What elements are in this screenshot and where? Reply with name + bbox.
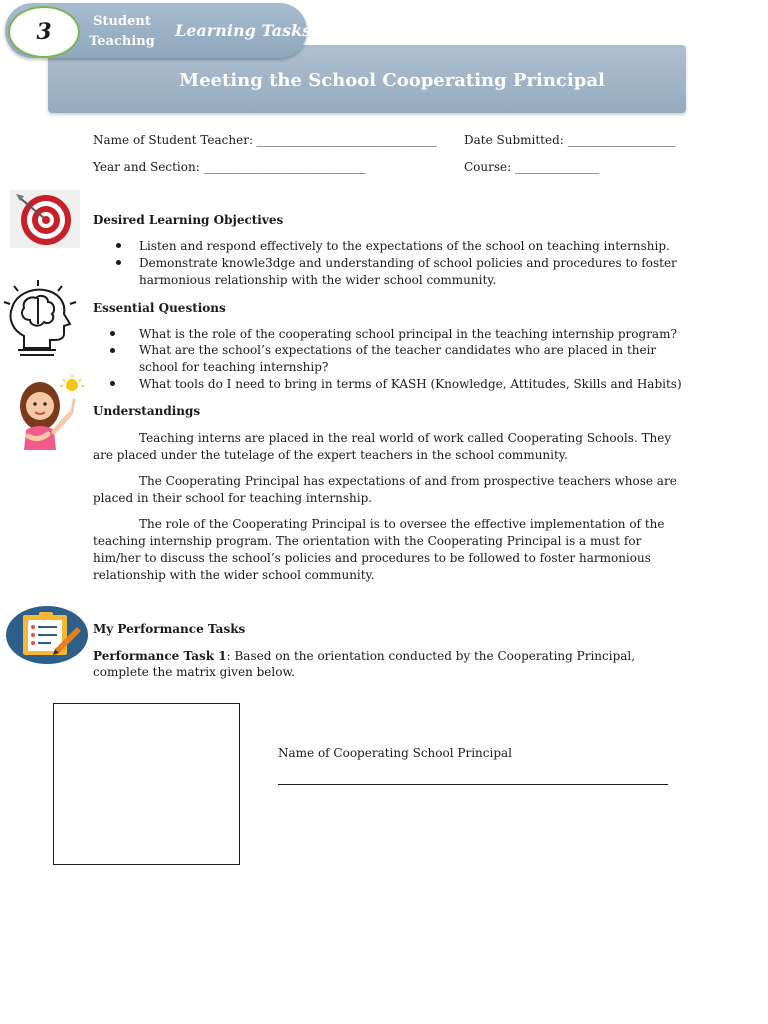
question-item: What is the role of the cooperating school principal in the teaching internship program?	[139, 327, 677, 341]
understanding-paragraph-line: teaching internship program. The orientation with the Cooperating Principal is a must for	[93, 534, 642, 548]
objective-item: Listen and respond effectively to the expectations of the school on teaching internship.	[139, 239, 670, 253]
bullet	[110, 331, 115, 336]
photo-box[interactable]	[53, 703, 240, 865]
target-icon	[10, 190, 80, 248]
principal-name-label: Name of Cooperating School Principal	[278, 746, 512, 760]
year-section-field: Year and Section: ___________________________	[93, 160, 366, 174]
course-field: Course: ______________	[464, 160, 599, 174]
bullet	[116, 260, 121, 265]
understanding-paragraph-line: are placed under the tutelage of the expert teachers in the school community.	[93, 448, 568, 462]
objectives-heading: Desired Learning Objectives	[93, 213, 284, 227]
objective-item: Demonstrate knowle3dge and understanding of school policies and procedures to foster	[139, 256, 677, 270]
page-title: Meeting the School Cooperating Principal	[179, 70, 605, 91]
understanding-paragraph: The role of the Cooperating Principal is to oversee the effective implementation of the	[139, 517, 665, 531]
question-item: What are the school’s expectations of the teacher candidates who are placed in their	[139, 343, 657, 357]
objective-item-continued: harmonious relationship with the wider school community.	[139, 273, 497, 287]
performance-task-text-continued: complete the matrix given below.	[93, 665, 296, 679]
girl-idea-icon	[12, 374, 92, 454]
bullet	[110, 348, 115, 353]
questions-heading: Essential Questions	[93, 301, 226, 315]
understandings-heading: Understandings	[93, 404, 201, 418]
bullet	[116, 243, 121, 248]
performance-task-text: : Based on the orientation conducted by the Cooperating Principal,	[226, 649, 636, 663]
question-item-continued: school for teaching internship?	[139, 360, 329, 374]
understanding-paragraph-line: placed in their school for teaching internship.	[93, 491, 373, 505]
tab-label-teaching: Teaching	[89, 34, 155, 49]
student-teacher-name-field: Name of Student Teacher: ______________________________	[93, 133, 437, 147]
brain-head-icon	[2, 278, 86, 360]
lesson-number-badge: 3	[8, 6, 80, 58]
understanding-paragraph-line: relationship with the wider school community.	[93, 568, 375, 582]
understanding-paragraph-line: him/her to discuss the school’s policies and procedures to be followed to foster harmonious	[93, 551, 651, 565]
understanding-paragraph: The Cooperating Principal has expectations of and from prospective teachers whose are	[139, 474, 677, 488]
tab-label-learning-tasks: Learning Tasks	[175, 21, 312, 40]
question-item: What tools do I need to bring in terms of KASH (Knowledge, Attitudes, Skills and Habits)	[139, 377, 682, 391]
performance-heading: My Performance Tasks	[93, 622, 246, 636]
tab-label-student: Student	[93, 14, 151, 29]
performance-task-line	[93, 648, 635, 665]
principal-name-line[interactable]	[278, 784, 668, 785]
clipboard-icon	[5, 605, 89, 665]
understanding-paragraph: Teaching interns are placed in the real world of work called Cooperating Schools. They	[139, 431, 672, 445]
bullet	[110, 381, 115, 386]
date-submitted-field: Date Submitted: __________________	[464, 133, 676, 147]
performance-task-label: Performance Task 1	[93, 649, 227, 663]
